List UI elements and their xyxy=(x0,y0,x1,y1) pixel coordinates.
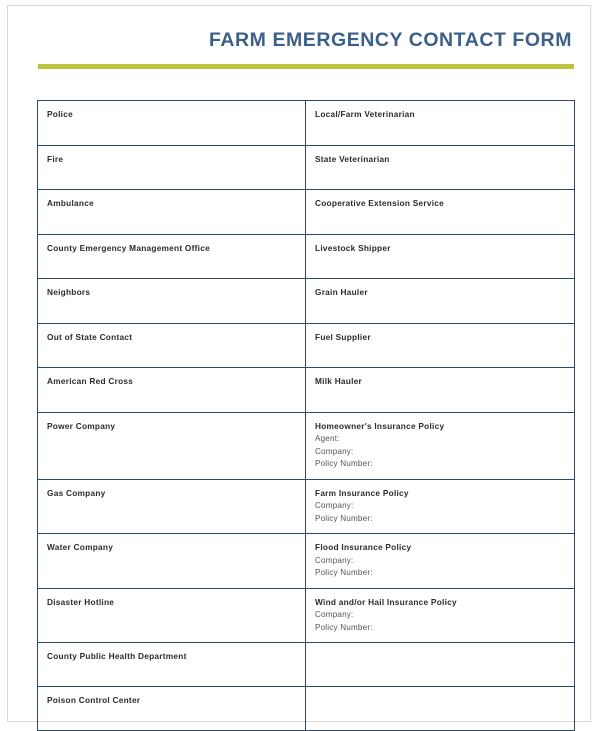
contact-label: Out of State Contact xyxy=(47,332,133,342)
contact-label: County Public Health Department xyxy=(47,651,187,662)
table-row xyxy=(38,588,575,642)
contact-label: County Emergency Management Office xyxy=(47,243,210,253)
table-row xyxy=(38,235,575,279)
contact-subfield[interactable]: Policy Number: xyxy=(315,622,373,632)
contact-cell-left[interactable] xyxy=(38,588,306,642)
contact-subfield[interactable]: Company: xyxy=(315,501,354,511)
contact-subfields xyxy=(315,609,566,634)
contact-cell-right[interactable] xyxy=(306,534,575,588)
contact-cell-left[interactable] xyxy=(38,413,306,480)
contact-cell-right[interactable] xyxy=(306,687,575,731)
contact-cell-left[interactable] xyxy=(38,324,306,368)
emergency-contact-table xyxy=(37,100,575,731)
contact-cell-right[interactable] xyxy=(306,368,575,413)
contact-label: American Red Cross xyxy=(47,376,134,386)
contact-cell-left[interactable] xyxy=(38,687,306,731)
contact-cell-right[interactable] xyxy=(306,588,575,642)
contact-label: Homeowner's Insurance Policy xyxy=(315,421,445,431)
contact-subfield[interactable]: Company: xyxy=(315,610,354,620)
table-row xyxy=(38,279,575,324)
contact-cell-right[interactable] xyxy=(306,324,575,368)
contact-cell-left[interactable] xyxy=(38,534,306,588)
contact-label: Wind and/or Hail Insurance Policy xyxy=(315,596,457,607)
contact-subfields xyxy=(315,500,566,525)
document-header xyxy=(8,6,590,76)
title-divider-rule xyxy=(38,64,574,69)
table-row xyxy=(38,643,575,687)
contact-cell-right[interactable] xyxy=(306,101,575,146)
contact-label: Cooperative Extension Service xyxy=(315,198,444,208)
contact-cell-left[interactable] xyxy=(38,279,306,324)
document-page xyxy=(7,5,591,722)
table-row xyxy=(38,146,575,190)
contact-subfield[interactable]: Policy Number: xyxy=(315,459,373,469)
table-row xyxy=(38,368,575,413)
contact-label: Fire xyxy=(47,154,64,164)
contact-label: Police xyxy=(47,109,73,119)
contact-label: State Veterinarian xyxy=(315,154,390,164)
contact-label: Fuel Supplier xyxy=(315,332,371,342)
contact-cell-left[interactable] xyxy=(38,235,306,279)
contact-label: Livestock Shipper xyxy=(315,243,391,253)
contact-cell-right[interactable] xyxy=(306,146,575,190)
contact-label: Water Company xyxy=(47,542,114,553)
contact-label: Local/Farm Veterinarian xyxy=(315,109,415,119)
contact-cell-left[interactable] xyxy=(38,101,306,146)
contact-label: Farm Insurance Policy xyxy=(315,487,409,498)
contact-cell-left[interactable] xyxy=(38,146,306,190)
contact-cell-right[interactable] xyxy=(306,190,575,235)
contact-subfields xyxy=(315,555,566,580)
contact-cell-right[interactable] xyxy=(306,479,575,533)
contact-label: Disaster Hotline xyxy=(47,596,115,607)
table-row xyxy=(38,413,575,480)
contact-subfield[interactable]: Company: xyxy=(315,446,354,456)
contact-cell-right[interactable] xyxy=(306,279,575,324)
contact-label: Milk Hauler xyxy=(315,376,363,386)
table-row xyxy=(38,534,575,588)
contact-cell-blank xyxy=(315,695,566,696)
table-row xyxy=(38,324,575,368)
contact-label: Poison Control Center xyxy=(47,695,141,706)
contact-subfield[interactable]: Company: xyxy=(315,555,354,565)
contact-label: Flood Insurance Policy xyxy=(315,542,412,553)
contact-label: Gas Company xyxy=(47,487,106,498)
contact-cell-left[interactable] xyxy=(38,368,306,413)
contact-cell-right[interactable] xyxy=(306,235,575,279)
contact-subfield[interactable]: Policy Number: xyxy=(315,568,373,578)
table-row xyxy=(38,479,575,533)
table-row xyxy=(38,687,575,731)
contact-label: Neighbors xyxy=(47,287,91,297)
contact-cell-blank xyxy=(315,651,566,652)
contact-cell-right[interactable] xyxy=(306,413,575,480)
contact-label: Power Company xyxy=(47,421,116,431)
contact-cell-left[interactable] xyxy=(38,643,306,687)
contact-label: Grain Hauler xyxy=(315,287,368,297)
page-title: FARM EMERGENCY CONTACT FORM xyxy=(209,29,572,51)
contact-cell-left[interactable] xyxy=(38,190,306,235)
contact-subfield[interactable]: Policy Number: xyxy=(315,513,373,523)
contact-subfields xyxy=(315,433,566,471)
table-row xyxy=(38,101,575,146)
table-row xyxy=(38,190,575,235)
contact-cell-left[interactable] xyxy=(38,479,306,533)
contact-cell-right[interactable] xyxy=(306,643,575,687)
contact-label: Ambulance xyxy=(47,198,94,208)
contact-subfield[interactable]: Agent: xyxy=(315,434,340,444)
